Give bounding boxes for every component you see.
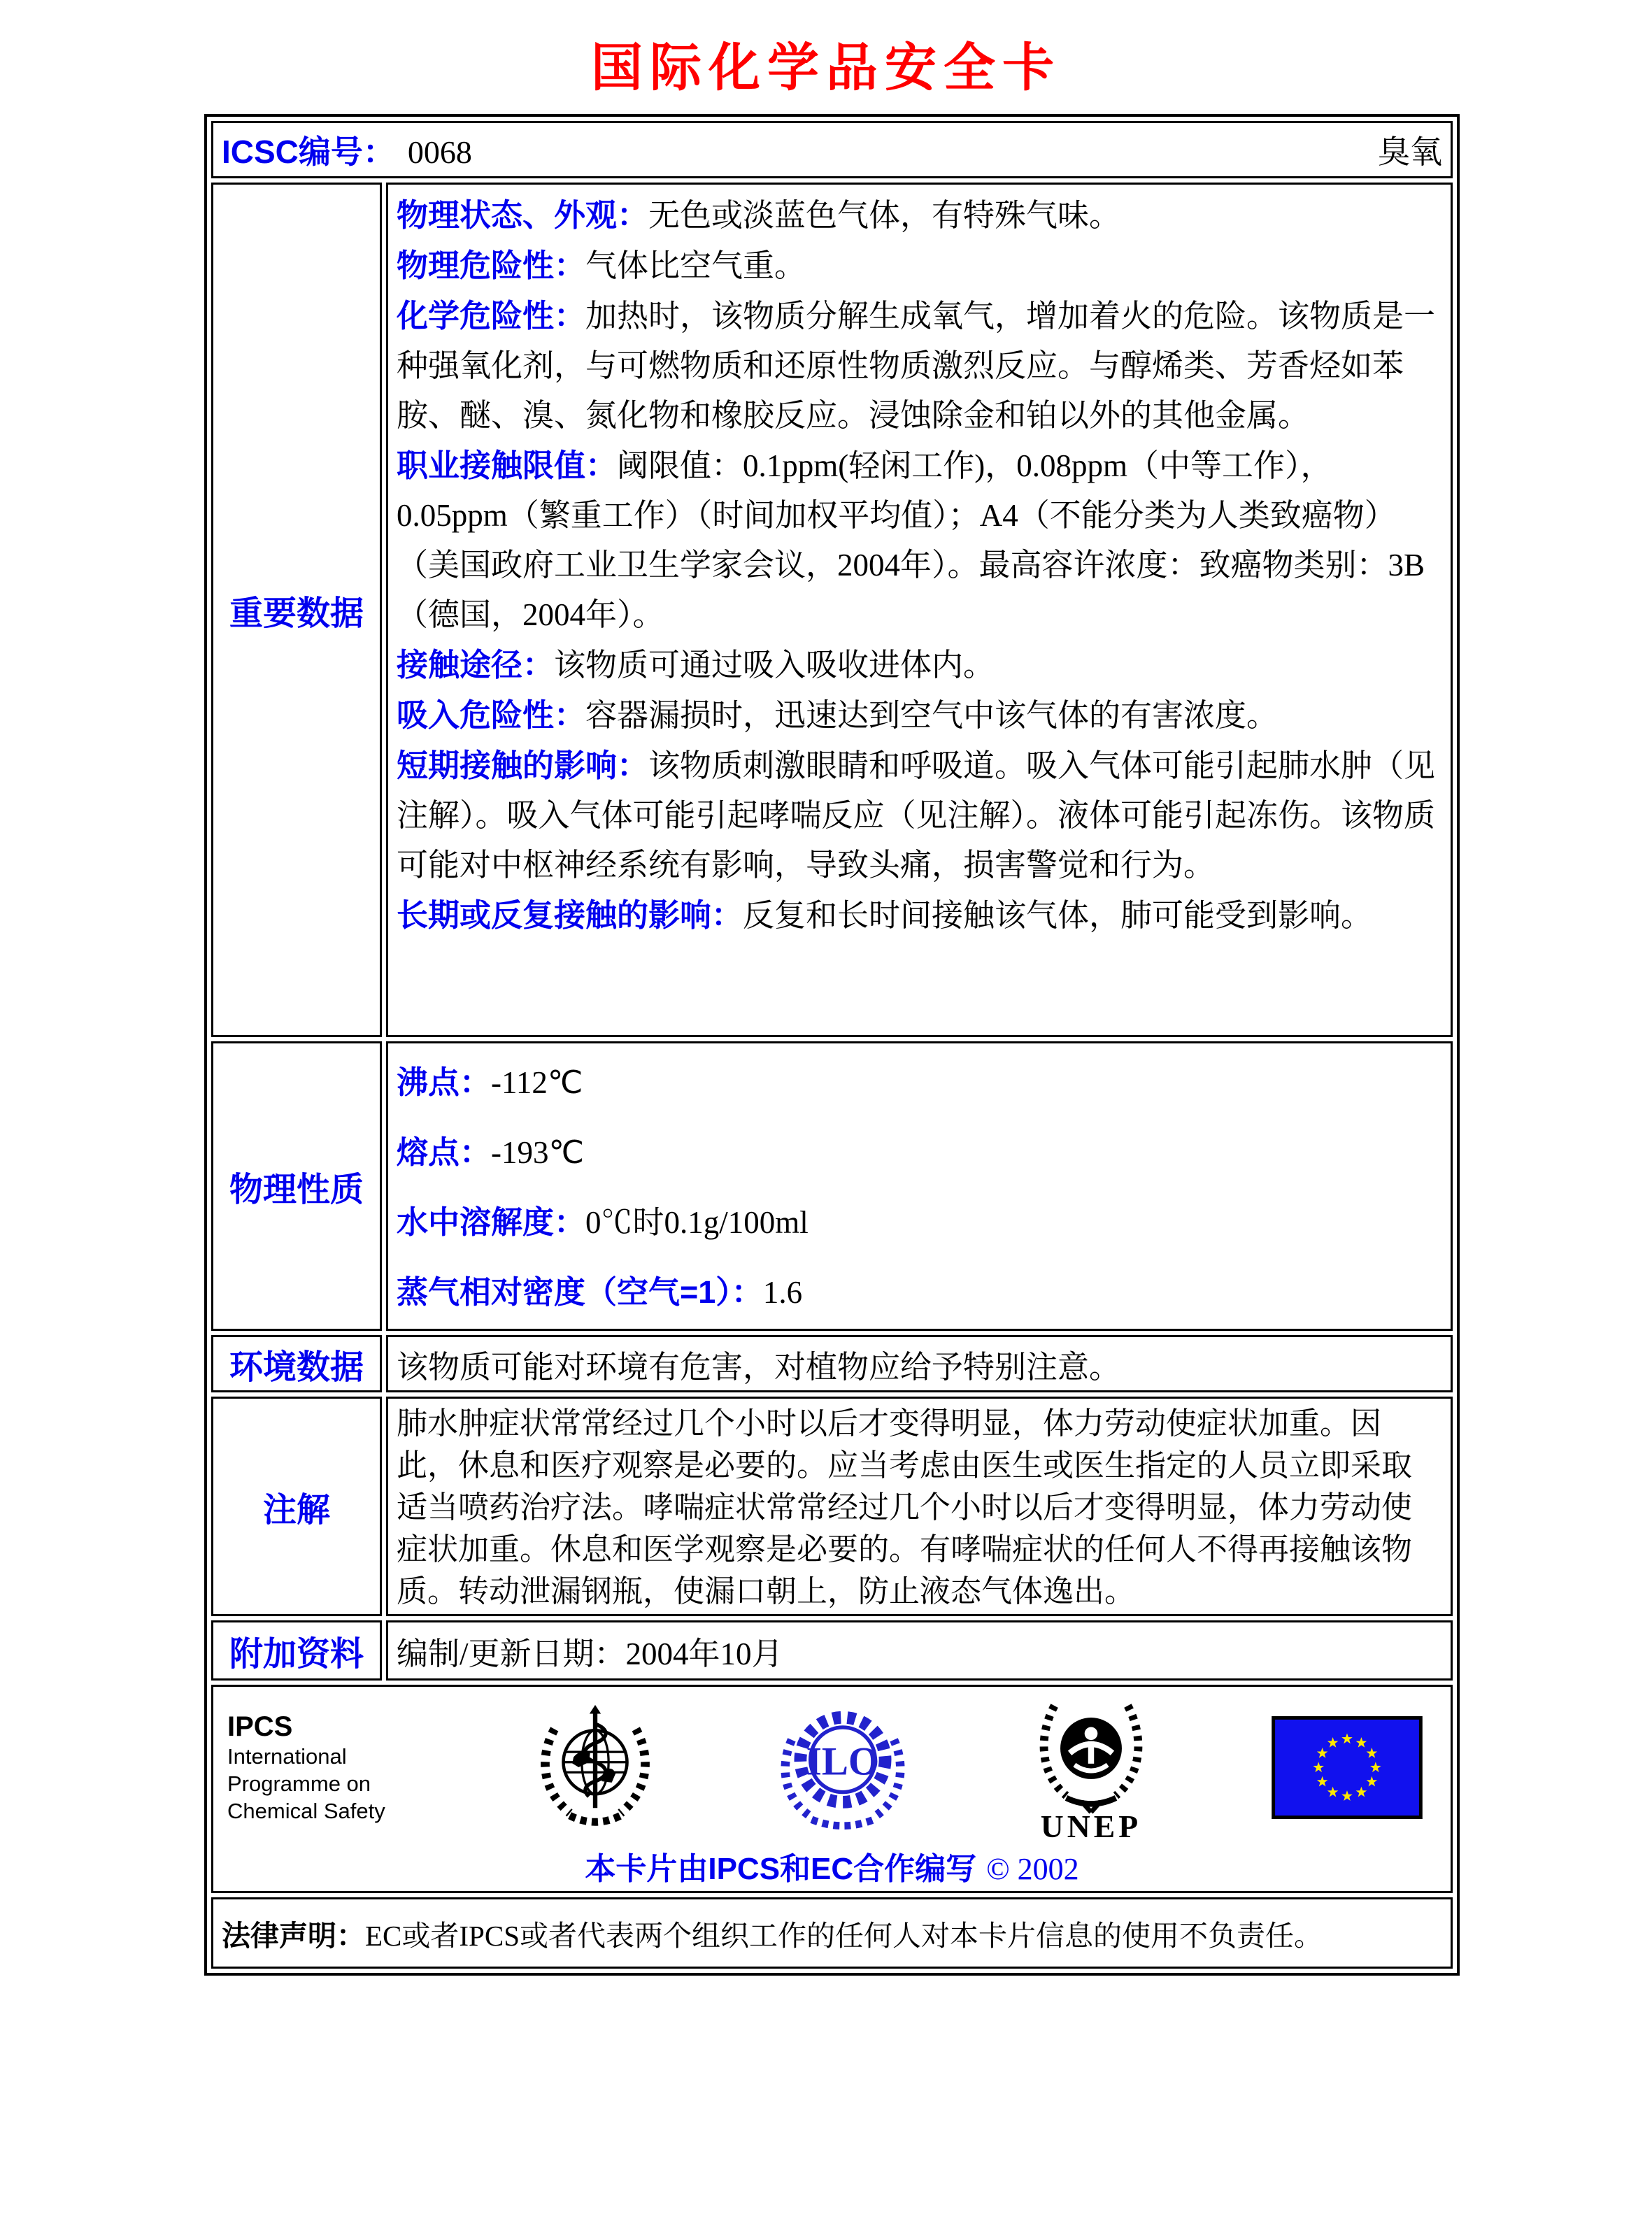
physical-item-vapor-density: [397, 1257, 1442, 1327]
logos-cell: [211, 1685, 1453, 1893]
field-text: 容器漏损时，迅速达到空气中该气体的有害浓度。: [585, 698, 1279, 733]
update-date-label: 编制/更新日期：: [397, 1636, 626, 1671]
copyright-text: 本卡片由IPCS和EC合作编写: [585, 1852, 977, 1886]
field-text: 阈限值：0.1ppm(轻闲工作)，0.08ppm（中等工作），0.05ppm（繁重工作）（时间加权平均值）；A4（不能分类为人类致癌物）（美国政府工业卫生学家会议，2004年）。最高容许浓度：致癌物类别：3B（德国，2004年）。: [397, 448, 1425, 632]
physical-properties-content: [386, 1041, 1453, 1331]
important-item-chemical-danger: [397, 291, 1442, 441]
unep-logo-icon: [1026, 1694, 1156, 1841]
field-label: 长期或反复接触的影响：: [397, 897, 743, 933]
copyright-year: © 2002: [986, 1852, 1079, 1886]
field-label: 短期接触的影响：: [397, 748, 649, 783]
field-label: 沸点：: [397, 1064, 492, 1100]
update-date-value: 2004年10月: [625, 1636, 783, 1671]
important-item-inhalation-risk: [397, 690, 1442, 741]
legal-cell: [211, 1897, 1453, 1969]
field-label: 吸入危险性：: [397, 697, 586, 733]
environmental-data-row: [211, 1335, 1453, 1392]
important-data-content: [386, 183, 1453, 1037]
field-text: 该物质可通过吸入吸收进体内。: [554, 648, 995, 683]
important-item-physical-state: [397, 190, 1442, 241]
ilo-logo-icon: [774, 1702, 911, 1832]
header-row: [211, 121, 1453, 178]
legal-row: [211, 1897, 1453, 1969]
legal-label: 法律声明：: [222, 1919, 365, 1952]
physical-item-water-solubility: [397, 1187, 1442, 1257]
ipcs-line-2: Programme on: [227, 1771, 371, 1796]
field-label: 熔点：: [397, 1134, 492, 1170]
chemical-name: 臭氧: [1378, 134, 1442, 170]
physical-item-boiling-point: [397, 1048, 1442, 1118]
physical-properties-row-label: 物理性质: [211, 1041, 382, 1331]
icsc-number-group: [222, 127, 472, 173]
notes-row: [211, 1397, 1453, 1616]
field-text: -193℃: [491, 1135, 585, 1170]
field-label: 职业接触限值：: [397, 448, 618, 483]
logos-row: [211, 1685, 1453, 1893]
logos-strip: [223, 1692, 1441, 1841]
ipcs-title: IPCS: [227, 1711, 293, 1742]
field-text: 气体比空气重。: [585, 248, 806, 283]
header-cell: [211, 121, 1453, 178]
who-logo-icon: [532, 1704, 659, 1831]
field-text: 无色或淡蓝色气体，有特殊气味。: [648, 198, 1121, 233]
header-content: [222, 127, 1442, 173]
important-item-physical-danger: [397, 241, 1442, 291]
environmental-data-row-label: 环境数据: [211, 1335, 382, 1392]
field-text: 0℃时0.1g/100ml: [585, 1205, 809, 1240]
additional-info-content: [386, 1620, 1453, 1681]
field-label: 蒸气相对密度（空气=1）：: [397, 1274, 763, 1310]
icsc-number-value: 0068: [407, 134, 472, 170]
field-text: -112℃: [491, 1065, 583, 1100]
field-text: 反复和长时间接触该气体，肺可能受到影响。: [743, 898, 1373, 933]
physical-properties-row: [211, 1041, 1453, 1331]
field-text: 1.6: [762, 1275, 803, 1310]
legal-text: EC或者IPCS或者代表两个组织工作的任何人对本卡片信息的使用不负责任。: [365, 1919, 1323, 1952]
eu-flag-icon: [1272, 1716, 1423, 1819]
important-item-short-term-effects: [397, 741, 1442, 890]
important-data-row: [211, 183, 1453, 1037]
notes-row-label: 注解: [211, 1397, 382, 1616]
additional-info-row: [211, 1620, 1453, 1681]
field-label: 水中溶解度：: [397, 1204, 586, 1240]
field-text: 加热时，该物质分解生成氧气，增加着火的危险。该物质是一种强氧化剂，与可燃物质和还原性物质激烈反应。与醇烯类、芳香烃如苯胺、醚、溴、氮化物和橡胶反应。浸蚀除金和铂以外的其他金属。: [397, 299, 1436, 433]
field-label: 物理状态、外观：: [397, 197, 649, 233]
field-label: 物理危险性：: [397, 248, 586, 283]
important-item-long-term-effects: [397, 890, 1442, 941]
page-title: 国际化学品安全卡: [591, 40, 1061, 97]
environmental-data-content: 该物质可能对环境有危害，对植物应给予特别注意。: [386, 1335, 1453, 1392]
important-item-exposure-routes: [397, 640, 1442, 690]
additional-info-row-label: 附加资料: [211, 1620, 382, 1681]
unep-logo-text: UNEP: [1040, 1808, 1142, 1841]
ipcs-line-1: International: [227, 1743, 347, 1769]
icsc-number-label: ICSC编号：: [222, 134, 395, 170]
ipcs-text-block: [227, 1711, 416, 1825]
icsc-card-table: [204, 114, 1460, 1976]
ipcs-line-3: Chemical Safety: [227, 1798, 385, 1823]
ilo-logo-text: ILO: [806, 1739, 879, 1784]
field-text: 该物质刺激眼睛和呼吸道。吸入气体可能引起肺水肿（见注解）。吸入气体可能引起哮喘反应（见注解）。液体可能引起冻伤。该物质可能对中枢神经系统有影响，导致头痛，损害警觉和行为。: [397, 748, 1436, 883]
notes-content: 肺水肿症状常常经过几个小时以后才变得明显，体力劳动使症状加重。因此，休息和医疗观察是必要的。应当考虑由医生或医生指定的人员立即采取适当喷药治疗法。哮喘症状常常经过几个小时以后才变得明显，体力劳动使症状加重。休息和医学观察是必要的。有哮喘症状的任何人不得再接触该物质。转动泄漏钢瓶，使漏口朝上，防止液态气体逸出。: [386, 1397, 1453, 1616]
field-label: 化学危险性：: [397, 298, 586, 334]
important-item-occupational-limits: [397, 441, 1442, 640]
copyright-line: [223, 1843, 1441, 1888]
field-label: 接触途径：: [397, 647, 555, 683]
important-data-row-label: 重要数据: [211, 183, 382, 1037]
physical-item-melting-point: [397, 1118, 1442, 1187]
